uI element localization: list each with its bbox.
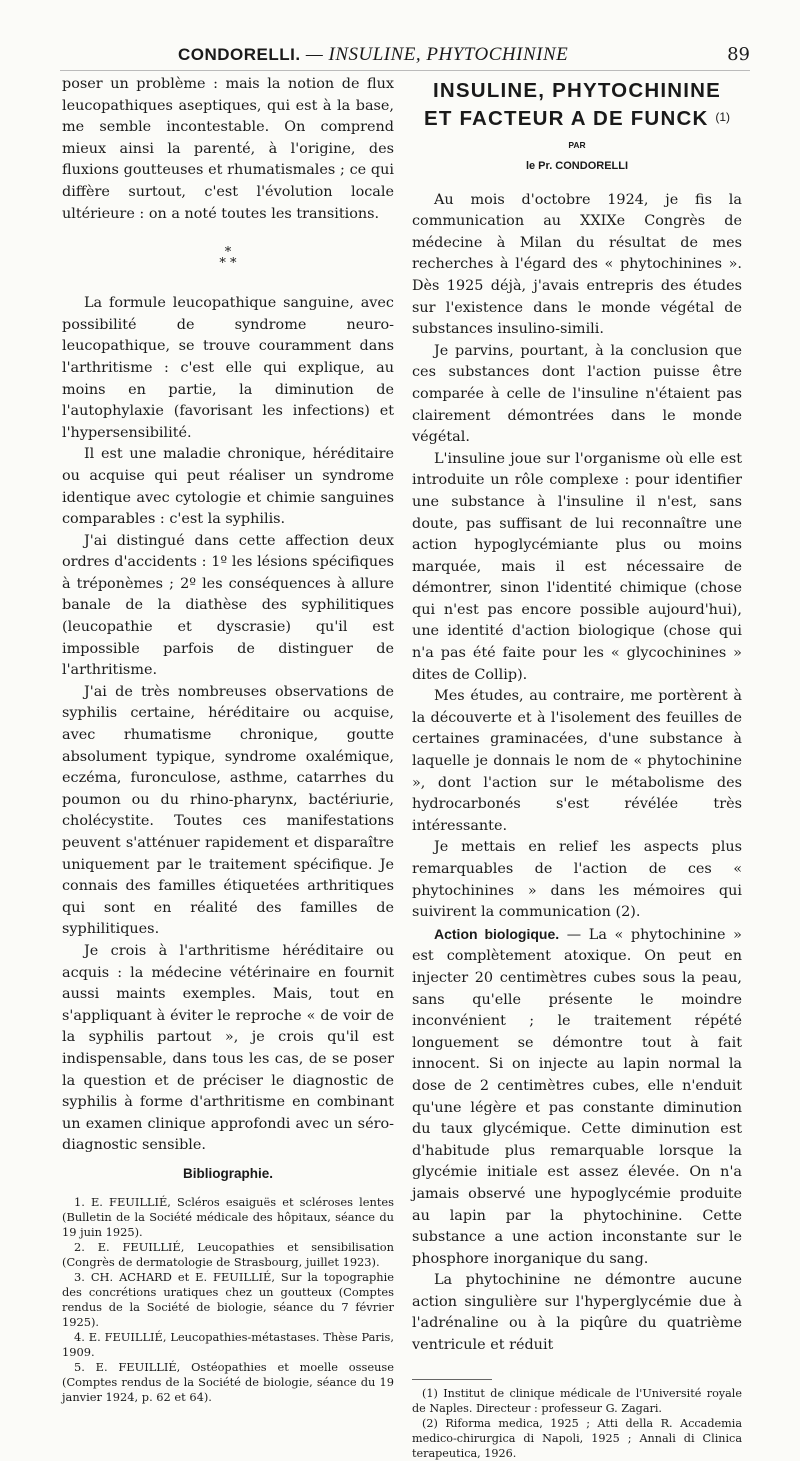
left-paragraph-3: J'ai distingué dans cette affection deux ordres d'accidents : 1º les lésions spécifiques à tréponèmes ; 2º les conséquences à allure banale de la diathèse des syphilitiques (leucopathie et dyscrasie) qu'il est impossible parfois de distinguer de l'arthritisme.: [62, 532, 394, 679]
bibliography-item: 3. CH. ACHARD et E. FEUILLIÉ, Sur la topographie des concrétions uratiques chez un goutteux (Comptes rendus de la Société de biologie, séance du 7 février 1925).: [62, 1269, 394, 1329]
running-head-author: CONDORELLI.: [178, 45, 301, 64]
running-head-subject: INSULINE, PHYTOCHININE: [328, 44, 569, 65]
section-heading-action-biologique: Action biologique.: [434, 925, 560, 942]
left-paragraph-4: J'ai de très nombreuses observations de syphilis certaine, héréditaire ou acquise, avec rhumatisme chronique, goutte absolument typique, syndrome oxalémique, eczéma, furonculose, asthme, catarrhes du poumon ou du rhino-pharynx, bactériurie, cholécystite. Toutes ces manifestations peuvent s'atténuer rapidement et disparaître uniquement par le traitement spécifique. Je connais des familles étiquetées arthritiques qui sont en réalité des familles de syphilitiques.: [62, 683, 394, 938]
right-paragraph-4: Mes études, au contraire, me portèrent à la découverte et à l'isolement des feuilles de certaines graminacées, d'une substance à laquelle je donnais le nom de « phytochinine », dont l'action sur le métabolisme des hydrocarbonés s'est révélée très intéressante.: [412, 688, 742, 834]
left-paragraph-1: La formule leucopathique sanguine, avec possibilité de syndrome neuro-leucopathique, se trouve couramment dans l'arthritisme : c'est elle qui explique, au moins en partie, la diminution de l'autophylaxie (favorisant les infections) et l'hypersensibilité.: [62, 295, 394, 441]
bibliography-item: 2. E. FEUILLIÉ, Leucopathies et sensibilisation (Congrès de dermatologie de Strasbourg, juillet 1923).: [62, 1239, 394, 1269]
right-paragraph-5: Je mettais en relief les aspects plus remarquables de l'action de ces « phytochinines » dans les mémoires qui suivirent la communication (2).: [412, 839, 742, 921]
byline-par: PAR: [568, 140, 586, 150]
right-paragraph-6: [412, 924, 742, 1271]
bibliography-item: 4. E. FEUILLIÉ, Leucopathies-métastases. Thèse Paris, 1909.: [62, 1329, 394, 1359]
left-paragraph-5: Je crois à l'arthritisme héréditaire ou acquis : la médecine vétérinaire en fournit aussi maints exemples. Mais, tout en s'appliquant à éviter le reproche « de voir de la syphilis partout », je crois qu'il est indispensable, dans tous les cas, de se poser la question et de préciser le diagnostic de syphilis à forme d'arthritisme en combinant un examen clinique approfondi avec un séro-diagnostic sensible.: [62, 942, 394, 1154]
running-head-title: [178, 44, 568, 66]
bibliography-list: [62, 1195, 394, 1405]
bibliography-item: 1. E. FEUILLIÉ, Scléros esaiguës et scléroses lentes (Bulletin de la Société médicale des hôpitaux, séance du 19 juin 1925).: [62, 1194, 394, 1239]
footnote-2: (2) Riforma medica, 1925 ; Atti della R. Accademia medico-chirurgica di Napoli, 1925 ; Annali di Clinica terapeutica, 1926.: [412, 1416, 742, 1460]
footnotes: [412, 1386, 742, 1461]
left-intro-paragraph: poser un problème : mais la notion de flux leucopathiques aseptiques, qui est à la base, me semble incontestable. On comprend mieux ainsi la parenté, à l'origine, des fluxions goutteuses et rhumatismales ; ce qui diffère surtout, c'est l'évolution locale ultérieure : on a noté toutes les transitions.: [62, 76, 394, 222]
running-head-dash: —: [300, 44, 329, 65]
article-title: [412, 78, 742, 132]
article-author: le Pr. CONDORELLI: [525, 160, 629, 172]
bibliography-item: 5. E. FEUILLIÉ, Ostéopathies et moelle osseuse (Comptes rendus de la Société de biologie, séance du 19 janvier 1924, p. 62 et 64).: [62, 1359, 394, 1404]
left-paragraph-2: Il est une maladie chronique, héréditaire ou acquise qui peut réaliser un syndrome identique avec cytologie et chimie sanguines comparables : c'est la syphilis.: [62, 446, 394, 528]
bibliography-title: Bibliographie.: [182, 1165, 273, 1181]
right-paragraph-1: Au mois d'octobre 1924, je fis la communication au XXIXe Congrès de médecine à Milan du résultat de mes recherches à l'égard des « phytochinines ». Dès 1925 déjà, j'avais entrepris des études sur l'existence dans le monde végétal de substances insulino-simili.: [412, 191, 742, 338]
running-header: [60, 42, 750, 71]
left-column: [62, 74, 394, 1405]
stars-top: *: [224, 245, 232, 261]
footnote-divider: [412, 1379, 492, 1380]
right-paragraph-2: Je parvins, pourtant, à la conclusion que ces substances dont l'action puisse être comparée à celle de l'insuline n'étaient pas clairement démontrées dans le monde végétal.: [412, 342, 742, 446]
right-column: [412, 74, 742, 1461]
right-paragraph-6-text: — La « phytochinine » est complètement atoxique. On peut en injecter 20 centimètres cubes sous la peau, sans qu'elle présente le moindre inconvénient ; le traitement répété longuement se démontre tout à fait innocent. Si on injecte au lapin normal la dose de 2 centimètres cubes, elle n'enduit qu'une légère et pas constante diminution du taux glycémique. Cette diminution est d'habitude plus remarquable lorsque la glycémie initiale est assez élevée. On n'a jamais observé une hypoglycémie produite au lapin par la phytochinine. Cette substance a une action inconstante sur le phosphore inorganique du sang.: [412, 926, 742, 1267]
right-paragraph-3: L'insuline joue sur l'organisme où elle est introduite un rôle complexe : pour identifier une substance à l'insuline il n'est, sans doute, pas suffisant de lui reconnaître une action hypoglycémiante plus ou moins marquée, mais il est nécessaire de démontrer, sinon l'identité chimique (chose qui n'est pas encore possible aujourd'hui), une identité d'action biologique (chose qui n'a pas été faite pour les « glycochinines » dites de Collip).: [412, 450, 742, 683]
right-paragraph-7: La phytochinine ne démontre aucune action singulière sur l'hyperglycémie due à l'adrénaline ou à la piqûre du quatrième ventricule et réduit: [412, 1272, 742, 1354]
title-footnote-mark[interactable]: (1): [715, 110, 731, 124]
page-number: 89: [727, 44, 750, 65]
stars-bottom: * *: [219, 256, 237, 272]
article-title-line-1: INSULINE, PHYTOCHININE: [433, 79, 721, 102]
article-title-line-2: ET FACTEUR A DE FUNCK: [423, 107, 709, 130]
footnote-1: (1) Institut de clinique médicale de l'Université royale de Naples. Directeur : professeur G. Zagari.: [412, 1386, 742, 1415]
section-stars: [62, 245, 394, 272]
